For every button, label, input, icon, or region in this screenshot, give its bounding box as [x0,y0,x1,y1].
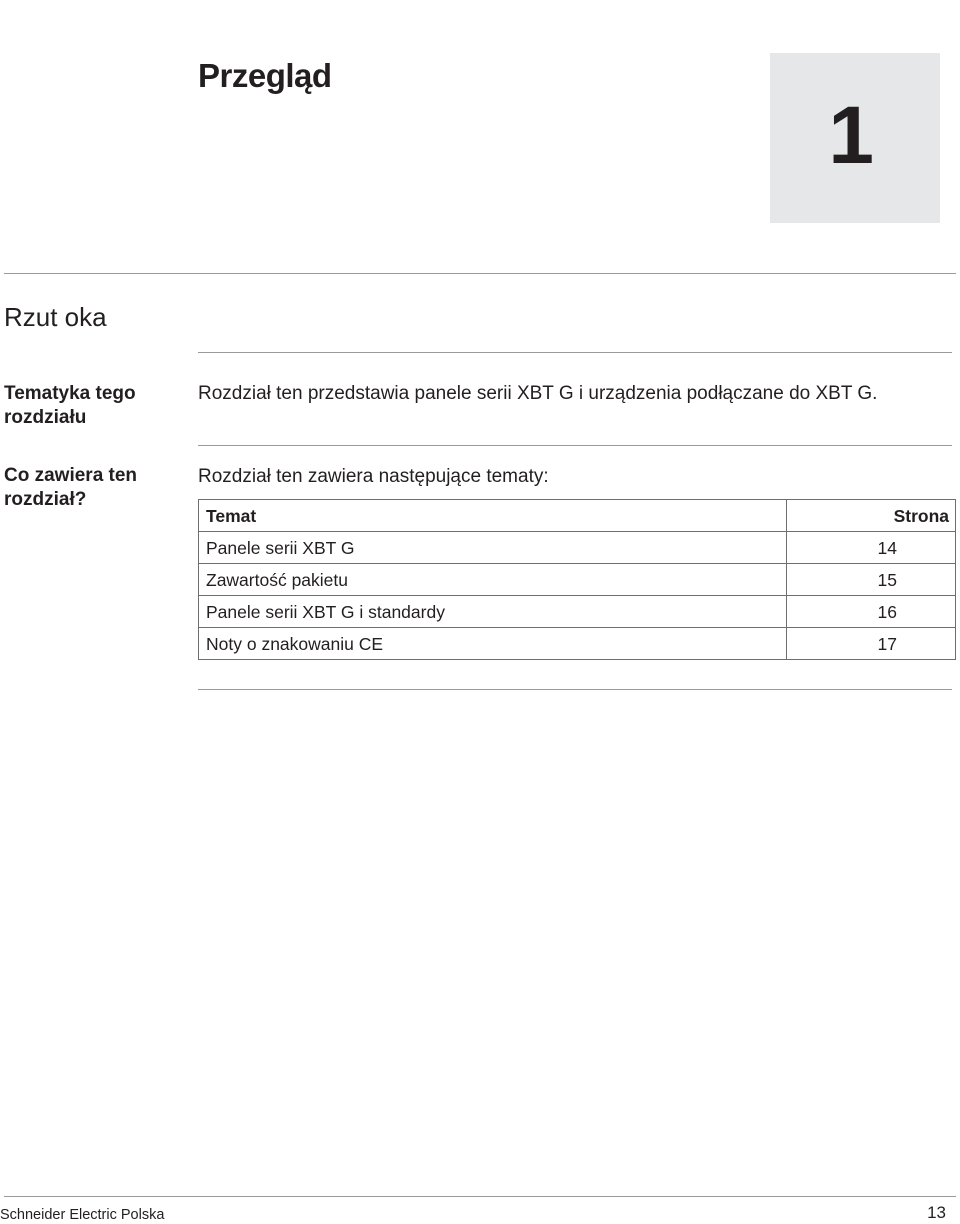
toc-header-topic: Temat [199,500,787,532]
topic-divider [198,352,952,353]
toc-row-topic[interactable]: Noty o znakowaniu CE [199,628,787,660]
toc-header-page: Strona [787,500,956,532]
toc-row-page: 16 [787,596,956,628]
toc-row[interactable] [199,564,956,596]
chapter-title: Przegląd [198,57,332,94]
section-divider [4,273,956,274]
contents-end-divider [198,689,952,690]
contents-divider [198,445,952,446]
chapter-number: 1 [828,90,872,181]
toc-row-topic[interactable]: Panele serii XBT G [199,532,787,564]
toc-table [198,499,956,660]
toc-header-row [199,500,956,532]
topic-label: Tematyka tego rozdziału [4,383,136,428]
contents-label: Co zawiera ten rozdział? [4,465,138,510]
footer-brand: Schneider Electric Polska [0,1207,165,1223]
toc-row-page: 14 [787,532,956,564]
section-title: Rzut oka [4,302,107,332]
toc-row[interactable] [199,628,956,660]
toc-row-page: 17 [787,628,956,660]
contents-intro: Rozdział ten zawiera następujące tematy: [198,466,549,487]
chapter-number-box [770,53,940,223]
toc-row[interactable] [199,532,956,564]
toc-row-page: 15 [787,564,956,596]
footer-divider [4,1196,956,1197]
toc-row-topic[interactable]: Zawartość pakietu [199,564,787,596]
topic-text: Rozdział ten przedstawia panele serii XBT G i urządzenia podłączane do XBT G. [198,383,878,404]
footer-page-number: 13 [927,1203,946,1222]
toc-row[interactable] [199,596,956,628]
toc-row-topic[interactable]: Panele serii XBT G i standardy [199,596,787,628]
